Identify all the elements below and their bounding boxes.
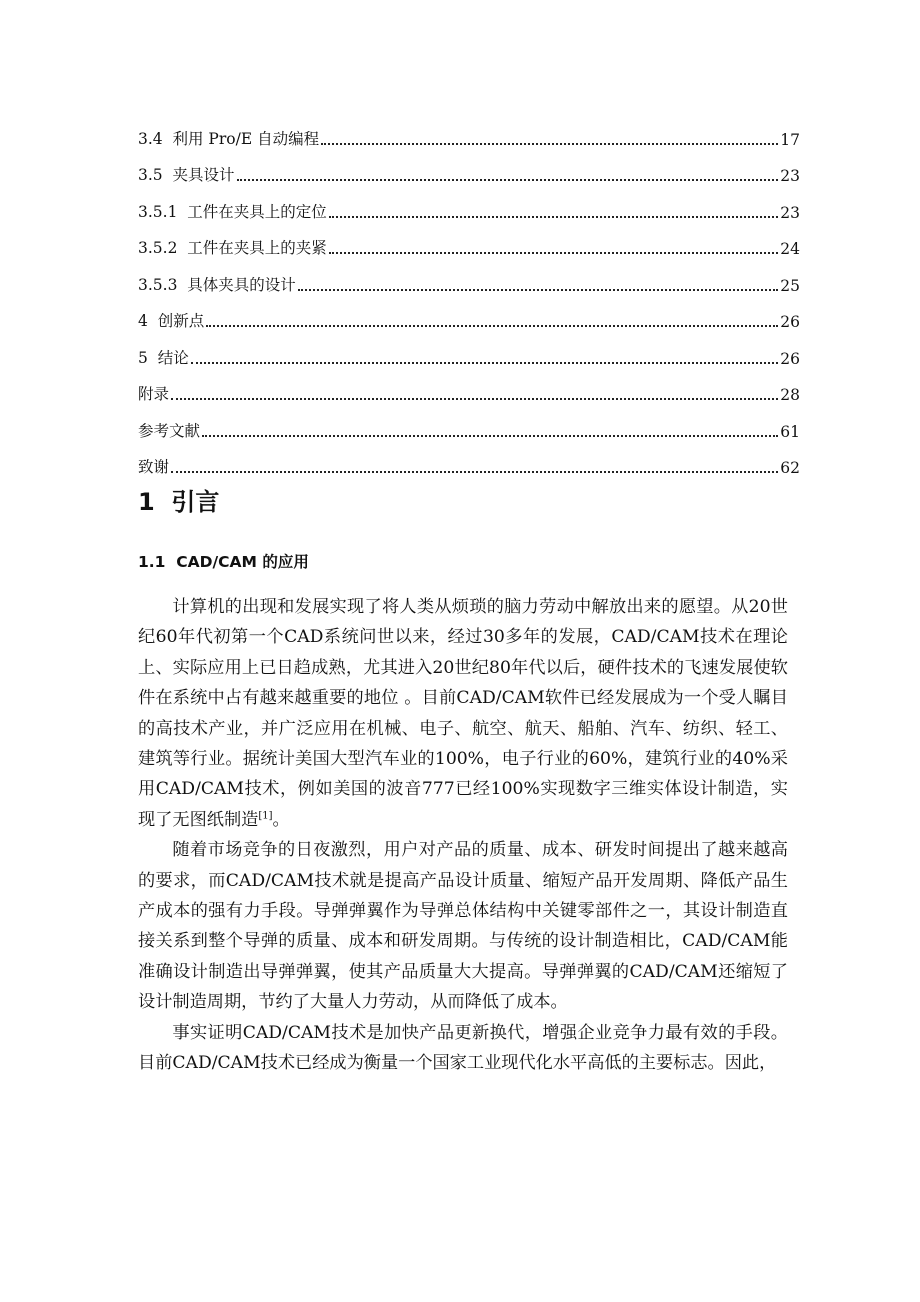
toc-leader-dots: [237, 179, 779, 181]
toc-entry[interactable]: [138, 404, 800, 441]
table-of-contents: [138, 112, 800, 477]
section-heading: 1.1 CAD/CAM 的应用: [138, 553, 309, 571]
toc-entry[interactable]: [138, 441, 800, 478]
paragraph: 事实证明CAD/CAM技术是加快产品更新换代，增强企业竞争力最有效的手段。 目前CAD/CAM技术已经成为衡量一个国家工业现代化水平高低的主要标志。因此，: [138, 1022, 788, 1074]
toc-entry-page: 62: [780, 459, 800, 477]
toc-entry-label: 3.5 夹具设计: [138, 166, 235, 184]
chapter-heading: 1 引言: [138, 488, 220, 516]
toc-entry-page: 17: [780, 130, 800, 149]
toc-entry[interactable]: [138, 222, 800, 259]
toc-entry[interactable]: [138, 368, 800, 405]
toc-entry-page: 23: [780, 203, 800, 222]
toc-entry[interactable]: [138, 331, 800, 368]
toc-entry-label: 5 结论: [138, 348, 189, 367]
toc-entry-label: 致谢: [138, 458, 170, 476]
body-text: [138, 592, 788, 1079]
toc-leader-dots: [191, 362, 779, 364]
toc-leader-dots: [329, 252, 778, 254]
toc-leader-dots: [202, 435, 778, 437]
paragraph-end: 。: [272, 809, 290, 830]
paragraph: [138, 592, 788, 835]
toc-entry-label: 参考文献: [138, 421, 201, 440]
citation-reference[interactable]: [1]: [258, 810, 273, 822]
toc-entry[interactable]: [138, 295, 800, 332]
toc-entry[interactable]: [138, 149, 800, 186]
toc-entry-page: 26: [780, 349, 800, 368]
toc-entry-label: 4 创新点: [138, 312, 205, 330]
toc-leader-dots: [329, 216, 778, 218]
toc-entry-page: 28: [780, 386, 800, 404]
toc-entry[interactable]: [138, 185, 800, 222]
toc-leader-dots: [298, 289, 778, 291]
toc-entry-label: 3.5.2 工件在夹具上的夹紧: [138, 239, 327, 257]
toc-entry-page: 61: [780, 422, 800, 441]
toc-entry-label: 3.4 利用 Pro/E 自动编程: [138, 129, 320, 148]
toc-leader-dots: [206, 325, 778, 327]
toc-entry-label: 3.5.1 工件在夹具上的定位: [138, 202, 327, 221]
toc-entry[interactable]: [138, 112, 800, 149]
toc-leader-dots: [321, 143, 778, 145]
toc-leader-dots: [171, 398, 778, 400]
toc-entry[interactable]: [138, 258, 800, 295]
toc-entry-label: 附录: [138, 385, 170, 403]
toc-entry-page: 24: [780, 240, 800, 258]
toc-entry-page: 25: [780, 276, 800, 295]
toc-entry-page: 26: [780, 313, 800, 331]
toc-leader-dots: [171, 471, 778, 473]
toc-entry-label: 3.5.3 具体夹具的设计: [138, 275, 296, 294]
toc-entry-page: 23: [780, 167, 800, 185]
paragraph-text: 计算机的出现和发展实现了将人类从烦琐的脑力劳动中解放出来的愿望。从20世纪60年代初第一个CAD系统问世以来，经过30多年的发展，CAD/CAM技术在理论上、实际应用上已日趋成熟，尤其进入20世纪80年代以后，硬件技术的飞速发展使软件在系统中占有越来越重要的地位 。目前CAD/CAM软件已经发展成为一个受人瞩目的高技术产业，并广泛应用在机械、电子、航空、航天、船舶、汽车、纺织、轻工、建筑等行业。据统计美国大型汽车业的100%，电子行业的60%，建筑行业的40%采用CAD/CAM技术，例如美国的波音777已经100%实现数字三维实体设计制造，实现了无图纸制造: [138, 597, 788, 830]
paragraph: 随着市场竞争的日夜激烈，用户对产品的质量、成本、研发时间提出了越来越高的要求，而CAD/CAM技术就是提高产品设计质量、缩短产品开发周期、降低产品生产成本的强有力手段。导弹弹翼作为导弹总体结构中关键零部件之一，其设计制造直接关系到整个导弹的质量、成本和研发周期。与传统的设计制造相比，CAD/CAM能准确设计制造出导弹弹翼，使其产品质量大大提高。导弹弹翼的CAD/CAM还缩短了设计制造周期，节约了大量人力劳动，从而降低了成本。: [138, 840, 788, 1013]
